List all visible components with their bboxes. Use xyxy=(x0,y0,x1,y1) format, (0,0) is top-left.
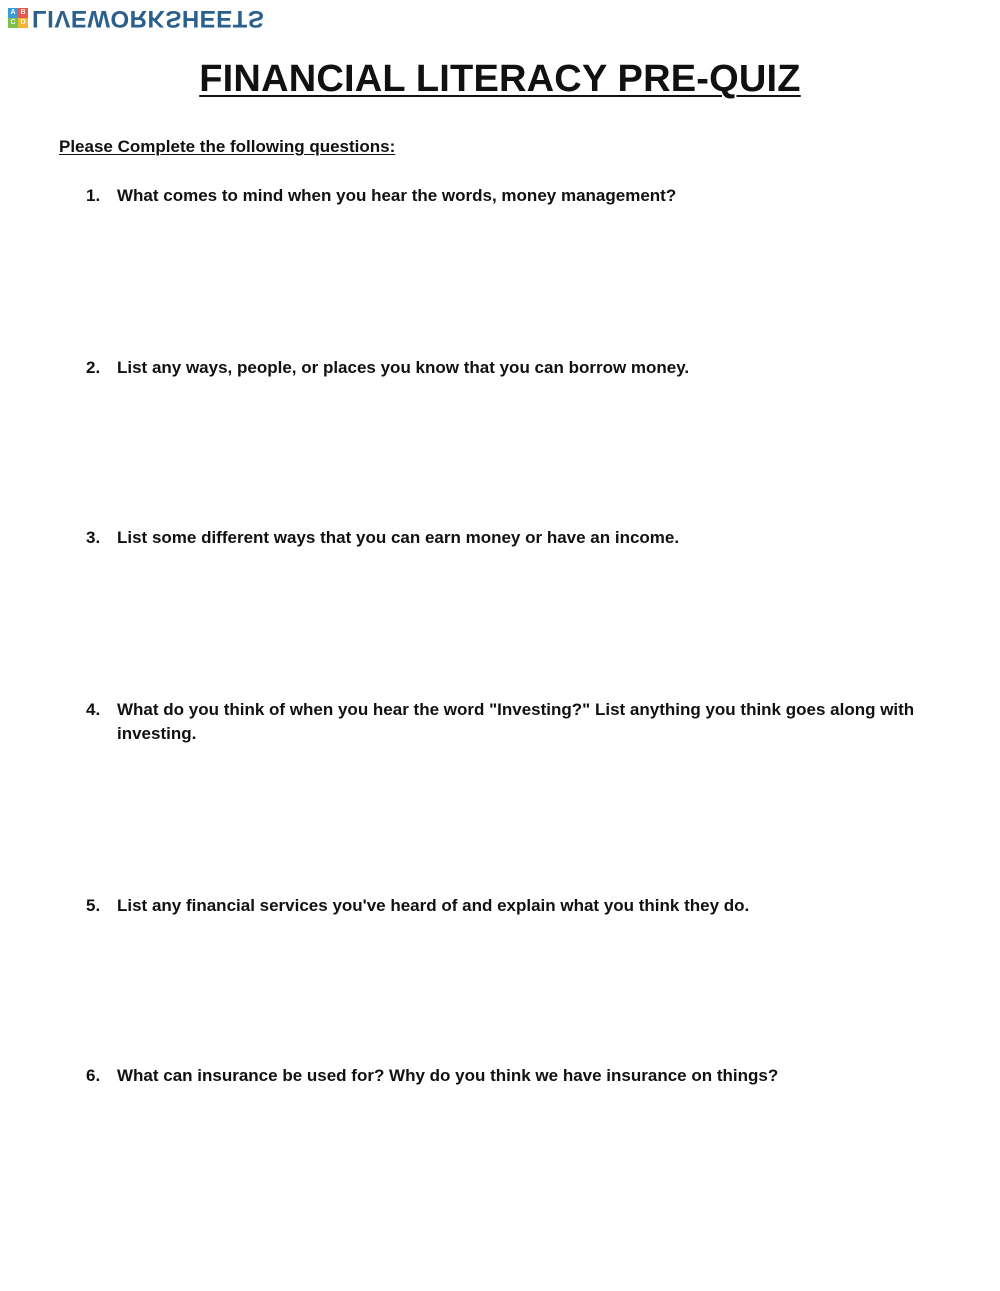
question-text: What can insurance be used for? Why do you think we have insurance on things? xyxy=(117,1066,779,1085)
question-item xyxy=(86,698,936,746)
question-item xyxy=(86,184,936,208)
answer-area[interactable] xyxy=(117,212,937,352)
answer-area[interactable] xyxy=(117,750,937,890)
answer-area[interactable] xyxy=(117,554,937,694)
answer-area[interactable] xyxy=(117,384,937,524)
question-number: 6. xyxy=(86,1066,101,1085)
question-number: 1. xyxy=(86,186,101,205)
logo-mark-cell: C xyxy=(8,18,18,28)
question-text: List any ways, people, or places you know that you can borrow money. xyxy=(117,358,690,377)
logo-mark-cell: D xyxy=(18,18,28,28)
question-item xyxy=(86,356,936,380)
answer-area[interactable] xyxy=(117,922,937,1062)
question-text: What comes to mind when you hear the words, money management? xyxy=(117,186,677,205)
question-number: 4. xyxy=(86,700,101,719)
logo-mark-cell: B xyxy=(18,8,28,18)
question-number: 2. xyxy=(86,358,101,377)
logo-mark-icon xyxy=(8,8,28,28)
question-text: What do you think of when you hear the word "Investing?" List anything you think goes along with investing. xyxy=(117,700,915,743)
question-text: List some different ways that you can earn money or have an income. xyxy=(117,528,680,547)
question-text: List any financial services you've heard of and explain what you think they do. xyxy=(117,896,750,915)
question-number: 5. xyxy=(86,896,101,915)
logo-text: LIVEWORKSHEETS xyxy=(32,5,265,32)
worksheet-title: FINANCIAL LITERACY PRE-QUIZ xyxy=(199,58,801,100)
liveworksheets-logo xyxy=(8,6,264,30)
question-item xyxy=(86,526,936,550)
logo-mark-cell: A xyxy=(8,8,18,18)
question-item xyxy=(86,894,936,918)
instructions-text: Please Complete the following questions: xyxy=(59,137,396,156)
question-item xyxy=(86,1064,936,1088)
answer-area[interactable] xyxy=(117,1092,937,1272)
question-number: 3. xyxy=(86,528,101,547)
